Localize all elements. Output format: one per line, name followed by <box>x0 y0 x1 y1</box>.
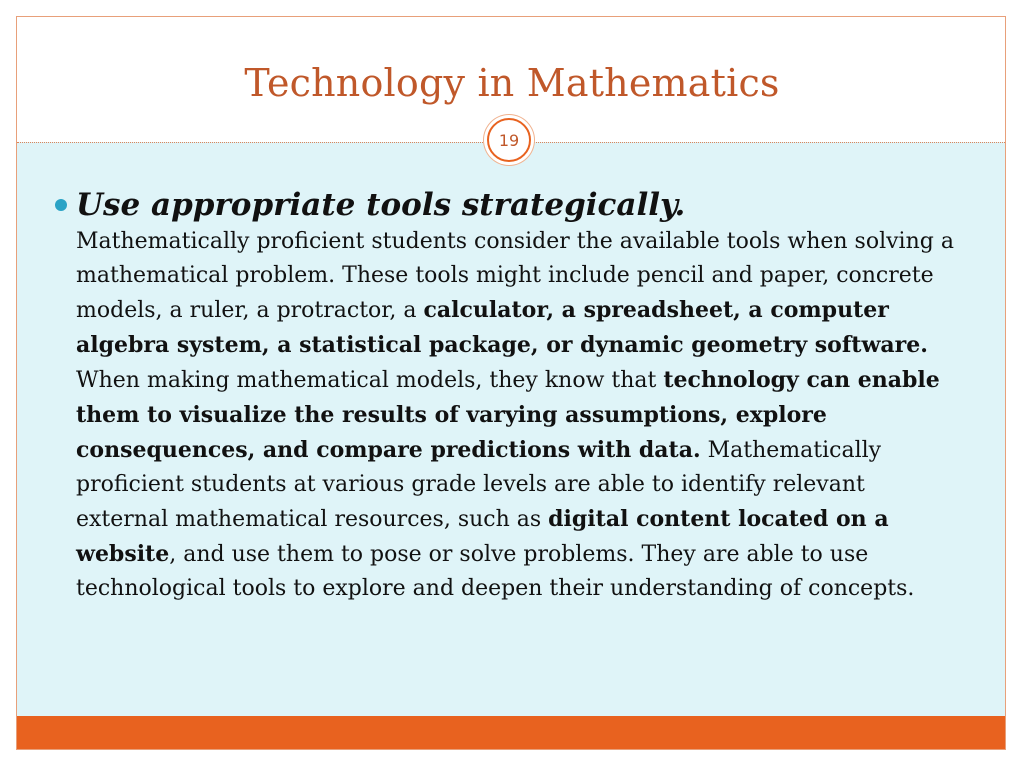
slide-title: Technology in Mathematics <box>244 61 780 105</box>
bullet-item <box>55 185 960 606</box>
bullet-dot-icon <box>55 199 67 211</box>
slide-number: 19 <box>498 130 520 150</box>
body-text: Mathematically proficient students consider the available tools when solving a mathematical problem. These tools might include pencil and paper, concrete models, a ruler, a protractor, a <box>76 229 954 323</box>
body-text: , and use them to pose or solve problems. They are able to use technological tools to explore and deepen their understanding of concepts. <box>76 542 915 601</box>
slide <box>16 16 1006 750</box>
bullet-text <box>76 185 960 606</box>
body-text: When making mathematical models, they know that <box>76 368 664 393</box>
body-text: Mathematically proficient students at various grade levels are able to identify relevant external mathematical resources, such as <box>76 438 882 532</box>
body-text-bold: technology can enable them to visualize the results of varying assumptions, explore consequences, and compare predictions with data. <box>76 367 940 463</box>
footer-bar <box>17 716 1006 750</box>
bullet-heading: Use appropriate tools strategically. <box>76 187 686 223</box>
body-text-bold: digital content located on a website <box>76 506 889 567</box>
slide-number-badge <box>487 118 531 162</box>
body-text-bold: calculator, a spreadsheet, a computer algebra system, a statistical package, or dynamic geometry software. <box>76 297 928 358</box>
